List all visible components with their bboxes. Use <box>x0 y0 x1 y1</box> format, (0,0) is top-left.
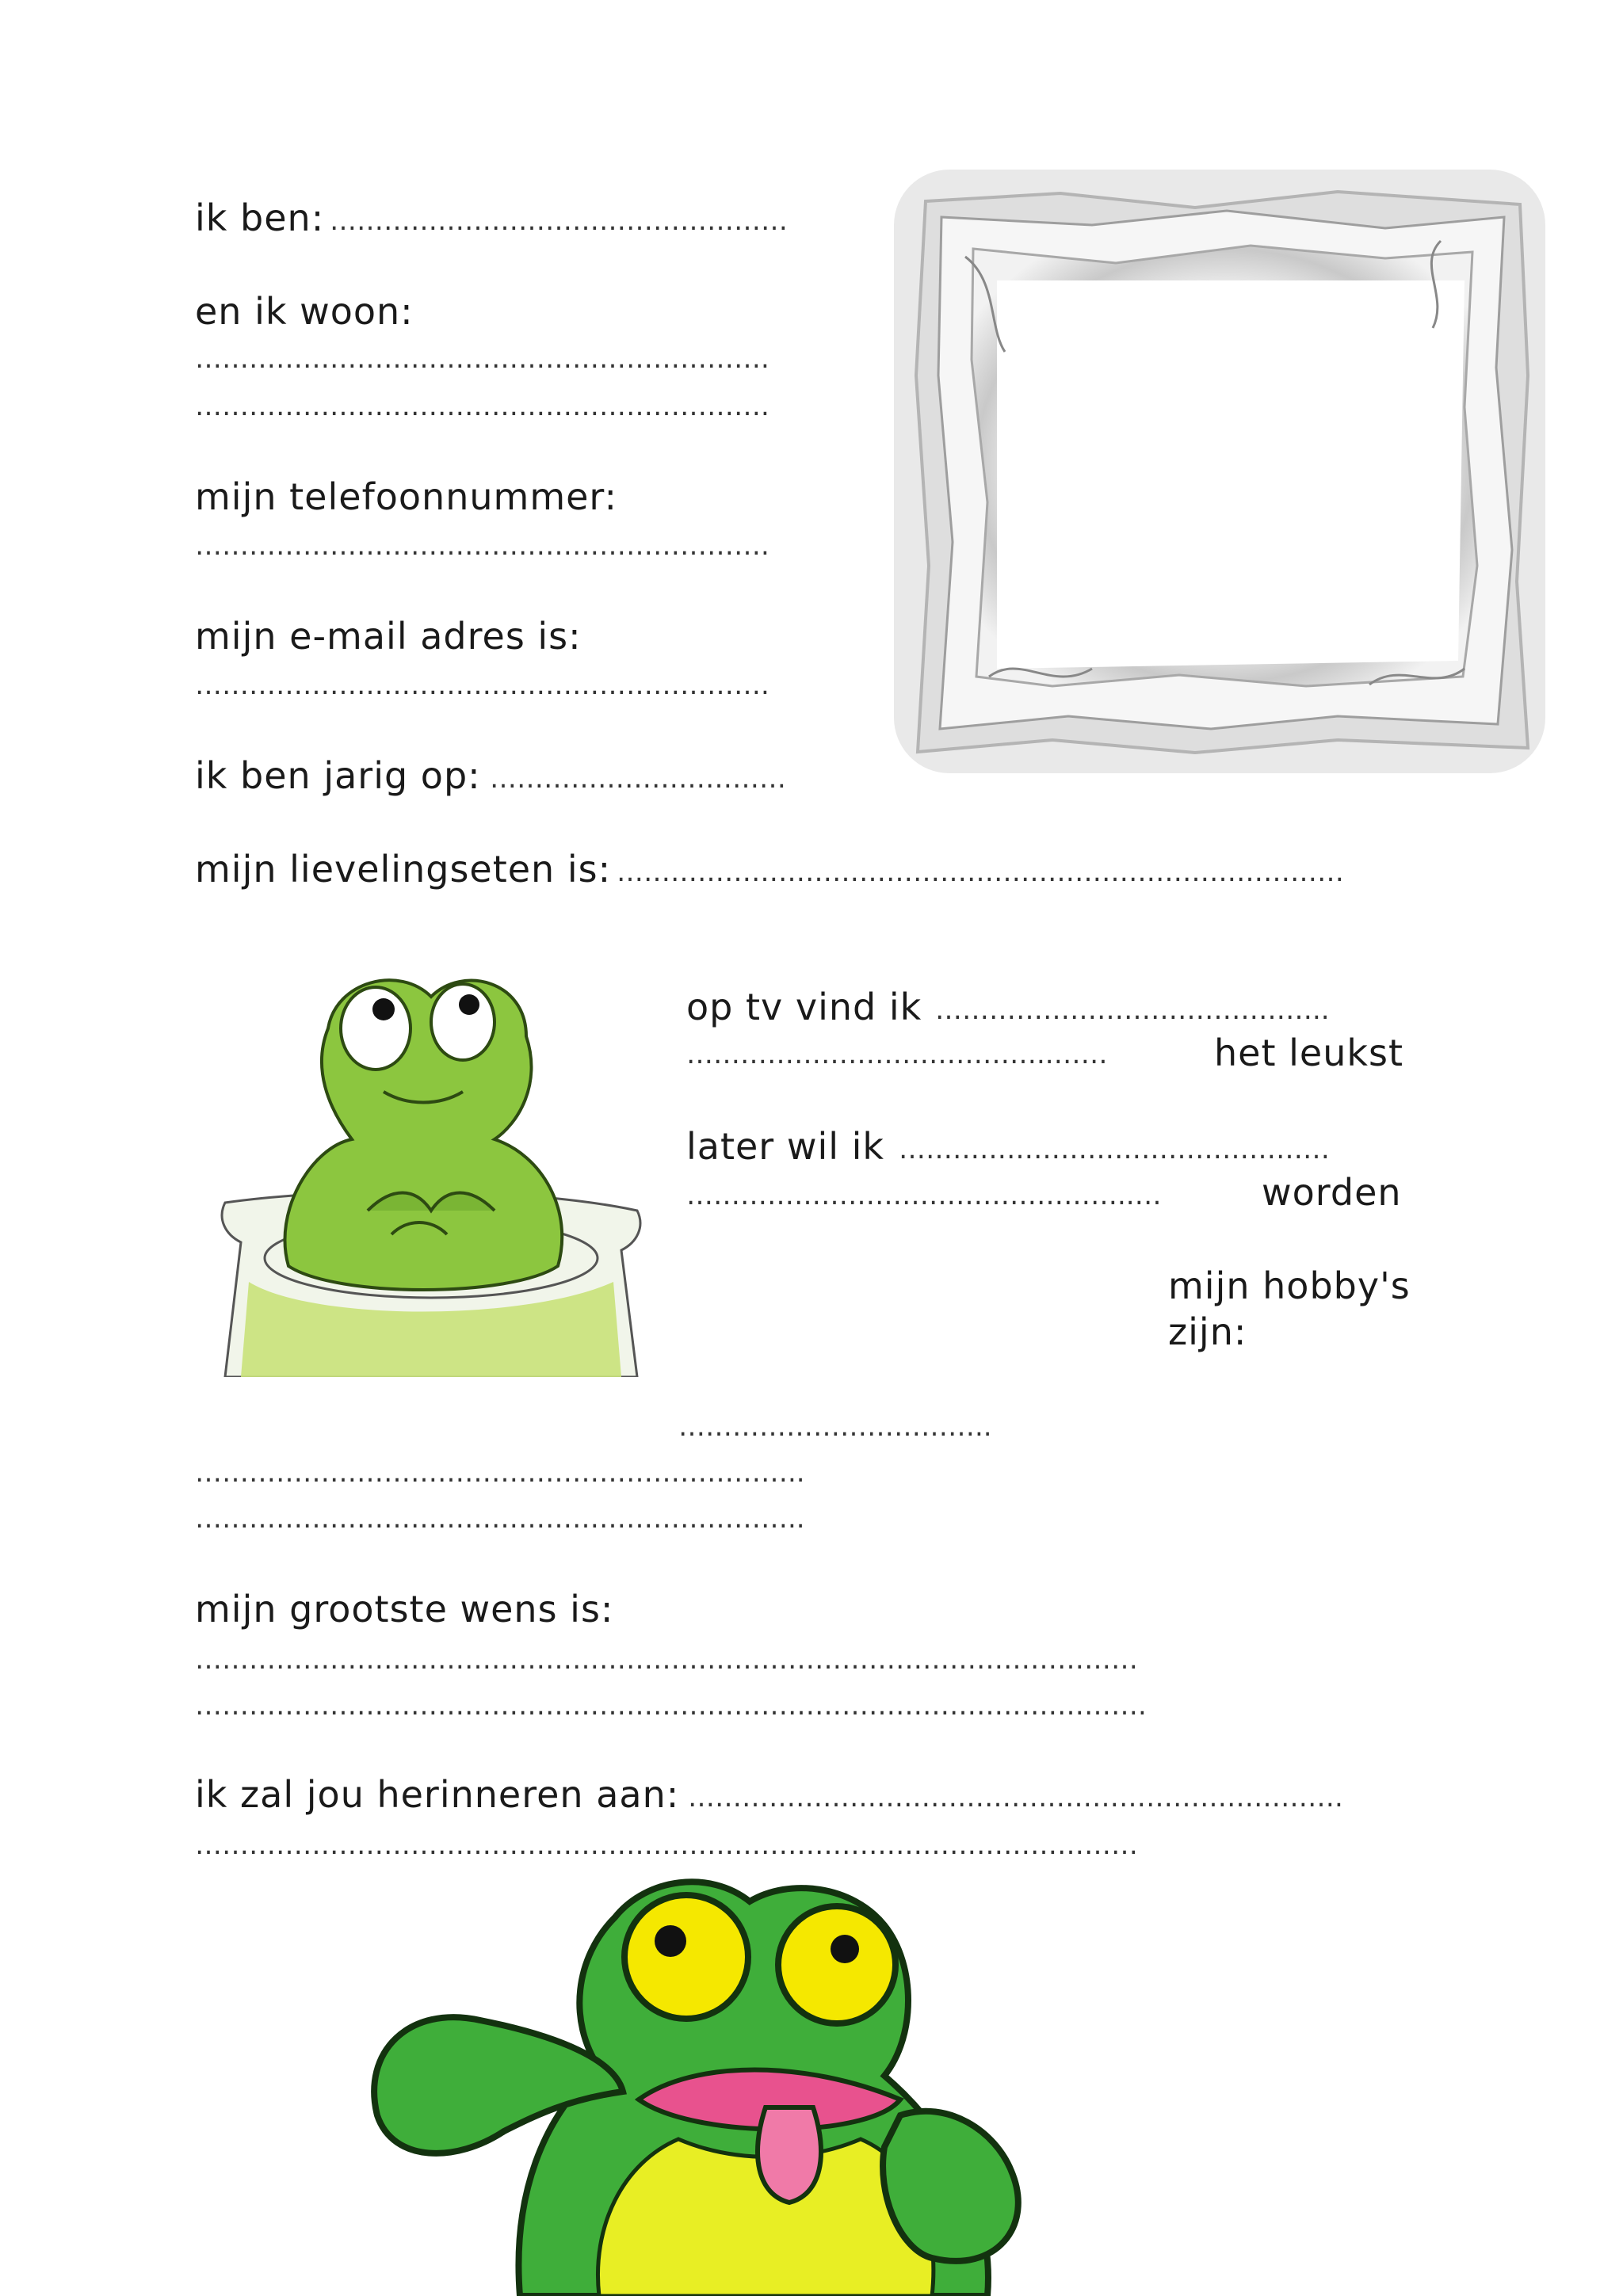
email-label: mijn e-mail adres is: <box>195 615 582 658</box>
later-field-1[interactable]: ………………………………………… <box>899 1134 1330 1165</box>
name-label: ik ben: <box>195 196 325 239</box>
tv-label: op tv vind ik <box>686 986 922 1028</box>
address-field-1[interactable]: ………………………………………………………. <box>195 343 769 375</box>
food-label: mijn lievelingseten is: <box>195 848 612 891</box>
frog-in-jar-illustration <box>193 949 669 1377</box>
phone-label: mijn telefoonnummer: <box>195 475 618 518</box>
tv-field-1[interactable]: …………………………………….. <box>935 994 1330 1026</box>
remember-field-1[interactable]: ………………………………………………………………. <box>688 1782 1343 1814</box>
wish-label: mijn grootste wens is: <box>195 1588 614 1630</box>
remember-field-2[interactable]: …………………………………………………………………………………………… <box>195 1829 1138 1861</box>
tv-suffix: het leukst <box>1214 1032 1403 1074</box>
hobby-field-2[interactable]: ………………………………………………………….. <box>195 1457 805 1489</box>
frog-pulling-face-illustration <box>361 1862 1170 2296</box>
tv-field-2[interactable]: …………………………………..…… <box>686 1039 1108 1070</box>
later-label: later wil ik <box>686 1125 885 1168</box>
wish-field-2[interactable]: ……………………………………………………………………………………………. <box>195 1690 1147 1722</box>
hobby-field-1[interactable]: …………………………….. <box>678 1411 992 1443</box>
hobby-label-2: zijn: <box>1168 1310 1247 1353</box>
later-field-2[interactable]: …………………………………………..… <box>686 1180 1162 1211</box>
photo-frame-image <box>894 170 1545 773</box>
later-suffix: worden <box>1262 1171 1402 1214</box>
phone-field[interactable]: ………………………………………………………. <box>195 530 769 562</box>
name-field[interactable]: …………………………………………… <box>330 205 788 237</box>
remember-label: ik zal jou herinneren aan: <box>195 1773 680 1816</box>
hobby-label-1: mijn hobby's <box>1168 1264 1411 1307</box>
address-field-2[interactable]: ………………………………………………………. <box>195 391 769 422</box>
email-field[interactable]: ………………………………………………………. <box>195 669 769 701</box>
birthday-label: ik ben jarig op: <box>195 754 481 797</box>
address-label: en ik woon: <box>195 290 414 333</box>
birthday-field[interactable]: …………………………… <box>490 763 786 795</box>
hobby-field-3[interactable]: ………………………………………………………….. <box>195 1503 805 1535</box>
food-field[interactable]: ……………………………………………………………………… <box>617 856 1344 888</box>
wish-field-1[interactable]: …………………………………………………………………………………………… <box>195 1644 1138 1676</box>
